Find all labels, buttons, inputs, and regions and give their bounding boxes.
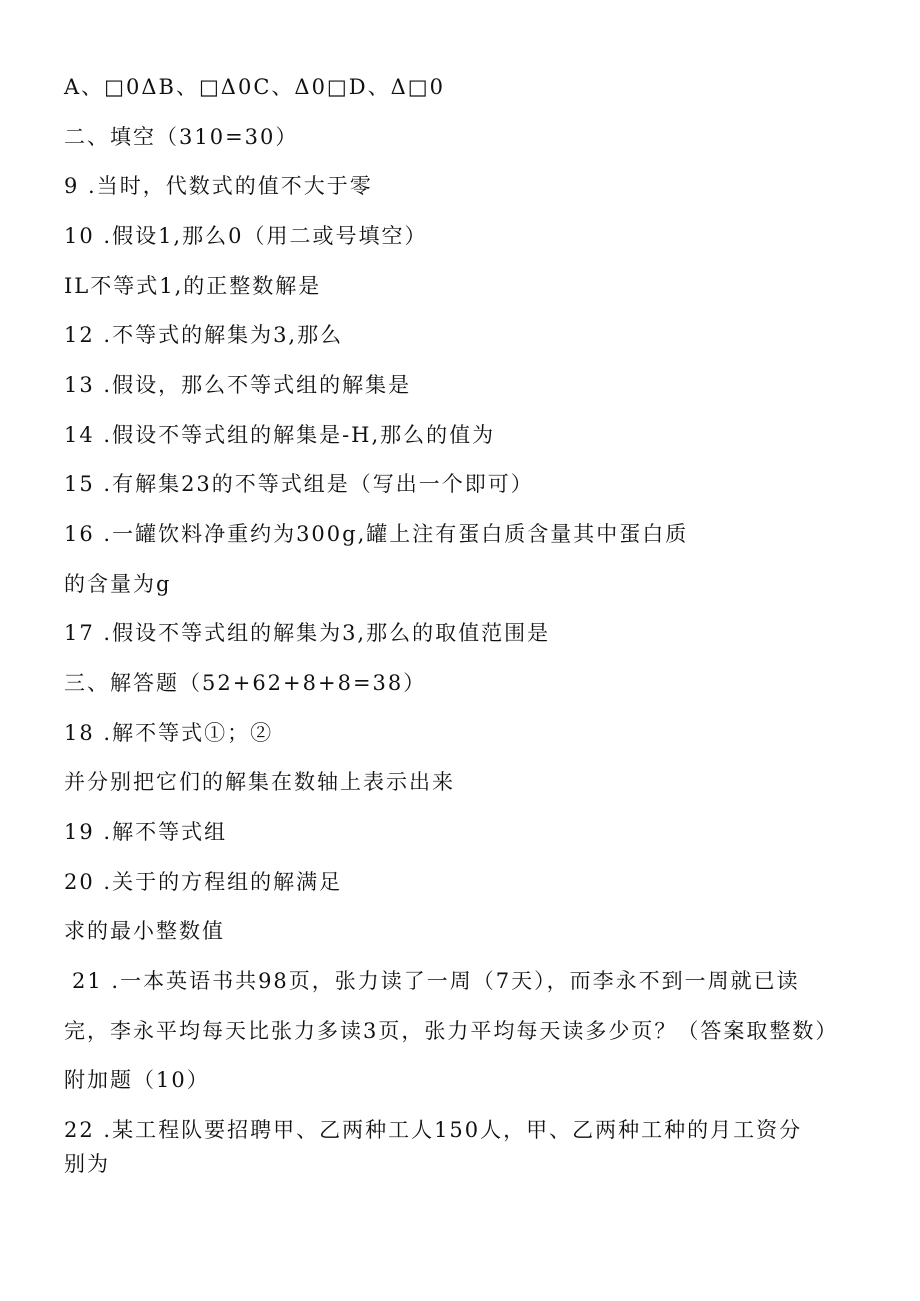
question-9: 9 .当时，代数式的值不大于零 [64, 174, 373, 198]
question-21: 21 .一本英语书共98页，张力读了一周（7天），而李永不到一周就已读 [72, 969, 800, 993]
question-17: 17 .假设不等式组的解集为3,那么的取值范围是 [64, 621, 551, 645]
question-20: 20 .关于的方程组的解满足 [64, 870, 343, 894]
question-12: 12 .不等式的解集为3,那么 [64, 323, 344, 347]
question-13: 13 .假设，那么不等式组的解集是 [64, 373, 412, 397]
question-10: 10 .假设1,那么0（用二或号填空） [64, 224, 428, 248]
answer-options-line: A、□0ΔB、□Δ0C、Δ0□D、Δ□0 [64, 75, 445, 99]
question-16-continued: 的含量为g [64, 572, 172, 596]
question-22: 22 .某工程队要招聘甲、乙两种工人150人，甲、乙两种工种的月工资分 [64, 1118, 803, 1142]
question-18: 18 .解不等式①；② [64, 721, 274, 745]
question-18-continued: 并分别把它们的解集在数轴上表示出来 [64, 770, 455, 794]
question-15: 15 .有解集23的不等式组是（写出一个即可） [64, 472, 534, 496]
question-14: 14 .假设不等式组的解集是-H,那么的值为 [64, 423, 496, 447]
question-20-continued: 求的最小整数值 [64, 919, 225, 943]
question-22-continued: 别为 [64, 1152, 110, 1176]
section-heading-fill-in: 二、填空（310=30） [64, 125, 299, 149]
question-11: IL不等式1,的正整数解是 [64, 274, 322, 298]
section-heading-bonus: 附加题（10） [64, 1068, 210, 1092]
question-21-continued: 完，李永平均每天比张力多读3页，张力平均每天读多少页？（答案取整数） [64, 1019, 839, 1043]
section-heading-solve: 三、解答题（52+62+8+8=38） [64, 671, 427, 695]
question-16: 16 .一罐饮料净重约为300g,罐上注有蛋白质含量其中蛋白质 [64, 522, 689, 546]
question-19: 19 .解不等式组 [64, 820, 228, 844]
